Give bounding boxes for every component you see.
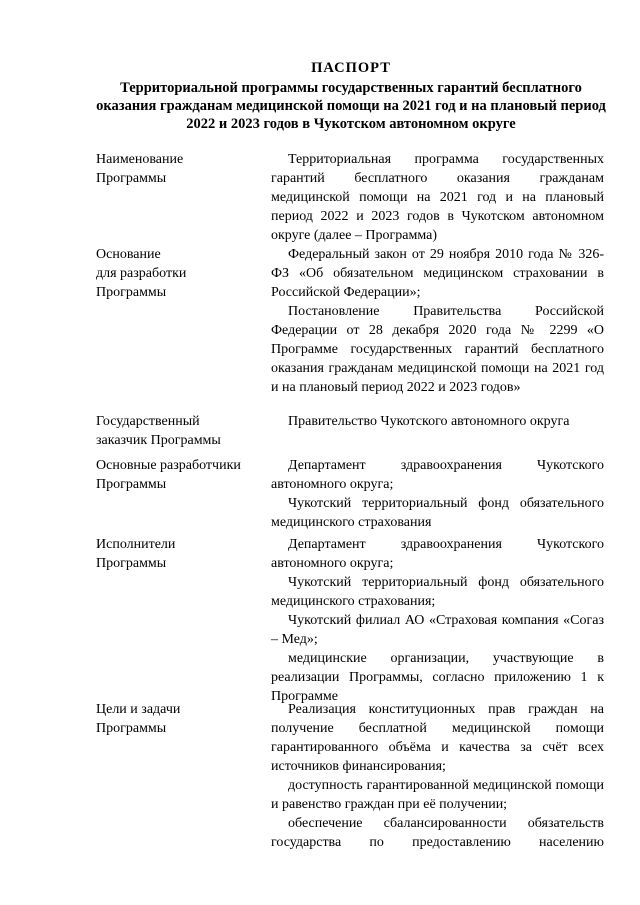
paragraph: Постановление Правительства Российской Федерации от 28 декабря 2020 года № 2299 «О Программе государственных гарантий бесплатного оказания гражданам медицинской помощи на 2021 год и на плановый период 2022 и 2023 годов» [271,304,604,395]
row-value [271,412,604,431]
paragraph: Правительство Чукотского автономного округа [288,414,570,429]
paragraph: Департамент здравоохранения Чукотского автономного округа; [271,458,604,492]
row-value [271,535,604,706]
row-value [271,456,604,532]
paragraph: Чукотский территориальный фонд обязательного медицинского страхования; [271,575,604,609]
paragraph: Реализация конституционных прав граждан на получение бесплатной медицинской помощи гарантированного объёма и качества за счёт всех источников финансирования; [271,702,604,774]
row-label: Наименование Программы [96,152,184,186]
paragraph: Чукотский территориальный фонд обязательного медицинского страхования [271,496,604,530]
paragraph: обеспечение сбалансированности обязательств государства по предоставлению населению [271,816,604,850]
row-label: Государственный заказчик Программы [96,414,221,448]
row-value [271,150,604,245]
row-label: Основные разработчики Программы [96,458,241,492]
row-label: Цели и задачи Программы [96,702,181,736]
paragraph: доступность гарантированной медицинской помощи и равенство граждан при её получении; [271,778,604,812]
row-value [271,700,604,852]
paragraph: Департамент здравоохранения Чукотского автономного округа; [271,537,604,571]
row-label: Исполнители Программы [96,537,176,571]
paragraph: медицинские организации, участвующие в реализации Программы, согласно приложению 1 к Программе [271,651,604,704]
passport-subtitle: Территориальной программы государственных гарантий бесплатного оказания гражданам медицинской помощи на 2021 год и на плановый период 2022 и 2023 годов в Чукотском автономном округе [96,80,606,132]
passport-title: ПАСПОРТ [311,60,391,76]
row-label: Основание для разработки Программы [96,247,187,300]
row-value [271,245,604,397]
paragraph: Чукотский филиал АО «Страховая компания «Согаз – Мед»; [271,613,604,647]
paragraph: Федеральный закон от 29 ноября 2010 года № 326-ФЗ «Об обязательном медицинском страховании в Российской Федерации»; [271,247,604,300]
paragraph: Территориальная программа государственных гарантий бесплатного оказания гражданам медицинской помощи на 2021 год и на плановый период 2022 и 2023 годов в Чукотском автономном округе (далее – Программа) [271,152,604,243]
